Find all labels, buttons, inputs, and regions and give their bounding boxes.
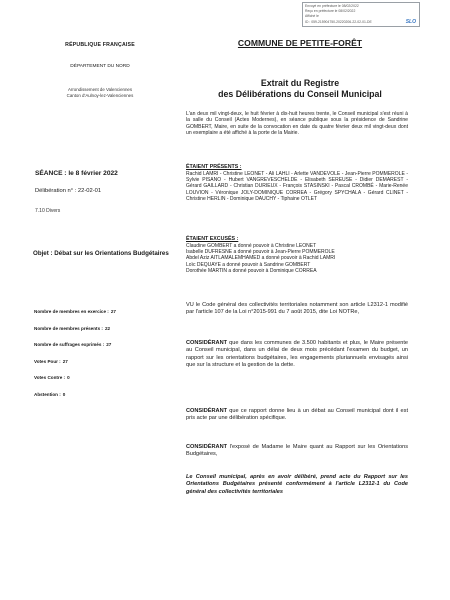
excuse-line: Isabelle DUFRESNE a donné pouvoir à Jean-Pierre POMMEROLE (186, 249, 335, 256)
presents-heading: ÉTAIENT PRÉSENTS : (186, 164, 242, 170)
excuse-line: Dorothée MARTIN a donné pouvoir à Dominique CORREA (186, 267, 317, 274)
considerant-paragraph-2 (186, 408, 408, 423)
stamp-logo: SLO (405, 19, 416, 25)
count-row (34, 326, 184, 343)
excuse-line: Abdel Aziz AITLAMALEMHAMED a donné pouvoir à Rachid LAMRI (186, 255, 336, 262)
count-label: Votes Contre : (34, 375, 66, 381)
considerant-paragraph-3 (186, 444, 408, 459)
considerant-text: l'exposé de Madame le Maire quant au Rapport sur les Orientations Budgétaires, (186, 444, 408, 458)
considerant-lead: CONSIDÉRANT (186, 408, 228, 414)
count-value: 27 (62, 358, 68, 364)
canton-text: Canton d'Aulnoy-lez-Valenciennes (66, 93, 134, 98)
arrondissement-label (40, 87, 160, 99)
count-row (34, 359, 184, 376)
count-value: 27 (106, 342, 112, 348)
vote-counts (34, 309, 184, 409)
considerant-paragraph-1 (186, 340, 408, 370)
classification-code: 7.10 Divers (35, 208, 61, 214)
prefecture-stamp (302, 2, 420, 27)
count-value: 0 (62, 391, 66, 397)
count-value: 27 (110, 309, 116, 314)
count-row (34, 309, 184, 326)
count-label: Nombre de suffrages exprimés : (34, 342, 105, 348)
count-label: Abstention : (34, 391, 61, 397)
commune-title: COMMUNE DE PETITE-FORÊT (237, 38, 363, 48)
closing-paragraph: Le Conseil municipal, après en avoir délibéré, prend acte du Rapport sur les Orientations Budgétaires présenté conformément à l'article L2312-1 du Code général des collectivités territoriales (186, 474, 408, 495)
excuses-list (186, 243, 408, 274)
extrait-line2: des Délibérations du Conseil Municipal (218, 89, 382, 99)
extrait-title (185, 78, 415, 100)
stamp-line: Envoyé en préfecture le 08/02/2022 (305, 4, 359, 8)
left-header (40, 42, 160, 99)
seance-date: SÉANCE : le 8 février 2022 (35, 170, 118, 177)
presents-list: Rachid LAMRI - Christine LEONET - Ali LAHLI - Arlette VANDEVOLE - Jean-Pierre POMMEROLE - Sylvie PISANO - Hubert VANGREVESCHELDE - Elisabeth SEREUSE - Didier DEMAREST - Gérard GAILLARD - Christian DURIEUX - François STASINSKI - Pascal CROMBÉ - Marie-Renée LOUVION - Véronique JOLY-DOMINIQUE CORREA - Grégory SPYCHALA - Gérard CLINET - Christine HERLIN - Dominique DAUCHY - Tiphaine OTLET (186, 171, 408, 202)
count-row (34, 342, 184, 359)
excuse-line: Claudine GOMBERT a donné pouvoir à Christine LEONET (186, 243, 317, 249)
considerant-text: que dans les communes de 3.500 habitants et plus, le Maire présente au Conseil municipal, dans un délai de deux mois précédant l'examen du budget, un rapport sur les orientations budgétaires, les engagements pluriannuels envisagés ainsi que sur la structure et la gestion de la dette. (186, 340, 408, 369)
count-value: 0 (67, 375, 70, 381)
count-label: Votes Pour : (34, 358, 61, 364)
vu-paragraph: VU le Code général des collectivités territoriales notamment son article L2312-1 modifié par l'article 107 de la Loi n°2015-991 du 7 août 2015, dite Loi NOTRe, (186, 302, 408, 316)
intro-paragraph: L'an deux mil vingt-deux, le huit février à dix-huit heures trente, le Conseil municipal s'est réuni à la salle du Conseil (Actes Modernes), en séance publique sous la présidence de Sandrine GOMBERT, Maire, en suite de la convocation en date du quatre février deux mil vingt-deux dont un exemplaire a été affiché à la porte de la Mairie. (186, 111, 408, 137)
excuses-heading: ÉTAIENT EXCUSÉS : (186, 236, 239, 242)
count-row (34, 375, 184, 392)
deliberation-number: Délibération n° : 22-02-01 (35, 188, 102, 194)
count-label: Nombre de membres présents : (34, 325, 103, 331)
stamp-line: Reçu en préfecture le 08/02/2022 (305, 9, 356, 14)
count-row (34, 392, 184, 409)
excuse-line: Loïc DEQUAYE a donné pouvoir à Sandrine GOMBERT (186, 261, 311, 268)
extrait-line1: Extrait du Registre (260, 78, 340, 88)
considerant-text: que ce rapport donne lieu à un débat au Conseil municipal dont il est pris acte par une délibération spécifique. (186, 408, 408, 422)
objet-title: Objet : Débat sur les Orientations Budgétaires (33, 250, 169, 257)
stamp-line: Affiché le (305, 14, 319, 19)
departement-label: DÉPARTEMENT DU NORD (70, 64, 130, 69)
arrondissement-text: Arrondissement de Valenciennes (67, 87, 133, 92)
stamp-line: ID : 059-215904750-20220206-22-02-01-DE (305, 19, 372, 24)
count-label: Nombre de membres en exercice : (34, 309, 109, 314)
considerant-lead: CONSIDÉRANT (186, 340, 228, 346)
republique-label: RÉPUBLIQUE FRANÇAISE (65, 42, 135, 48)
count-value: 22 (104, 325, 111, 331)
considerant-lead: CONSIDÉRANT (186, 444, 228, 450)
